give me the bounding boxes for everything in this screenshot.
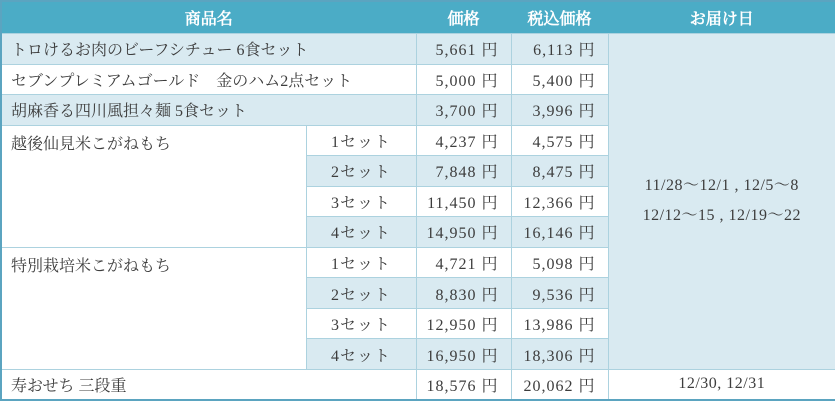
price-cell: 5,000 円 [416, 64, 511, 95]
price-cell: 4,721 円 [416, 247, 511, 278]
set-size-cell: 2セット [306, 156, 416, 187]
tax-price-cell: 12,366 円 [511, 186, 608, 217]
price-cell: 7,848 円 [416, 156, 511, 187]
tax-price-cell: 16,146 円 [511, 217, 608, 248]
set-size-cell: 4セット [306, 217, 416, 248]
column-header-tax-price: 税込価格 [511, 1, 608, 34]
tax-price-cell: 6,113 円 [511, 34, 608, 65]
set-size-cell: 2セット [306, 278, 416, 309]
price-cell: 11,450 円 [416, 186, 511, 217]
product-name-cell: 越後仙見米こがねもち [1, 125, 306, 247]
tax-price-cell: 3,996 円 [511, 95, 608, 126]
delivery-date-cell: 12/30, 12/31 [608, 369, 835, 400]
price-cell: 12,950 円 [416, 308, 511, 339]
tax-price-cell: 13,986 円 [511, 308, 608, 339]
set-size-cell: 3セット [306, 308, 416, 339]
product-name-cell: セブンプレミアムゴールド 金のハム2点セット [1, 64, 416, 95]
price-cell: 4,237 円 [416, 125, 511, 156]
tax-price-cell: 9,536 円 [511, 278, 608, 309]
header-row [1, 1, 835, 34]
tax-price-cell: 5,098 円 [511, 247, 608, 278]
delivery-window-line2: 12/12〜15 , 12/19〜22 [642, 207, 801, 225]
column-header-product: 商品名 [1, 1, 416, 34]
product-name-cell: 特別栽培米こがねもち [1, 247, 306, 369]
product-name-cell: 寿おせち 三段重 [1, 369, 416, 400]
set-size-cell: 4セット [306, 339, 416, 370]
tax-price-cell: 5,400 円 [511, 64, 608, 95]
price-cell: 3,700 円 [416, 95, 511, 126]
product-name-cell: 胡麻香る四川風担々麺 5食セット [1, 95, 416, 126]
tax-price-cell: 8,475 円 [511, 156, 608, 187]
delivery-window-cell [608, 34, 835, 370]
price-cell: 18,576 円 [416, 369, 511, 400]
tax-price-cell: 20,062 円 [511, 369, 608, 400]
price-cell: 14,950 円 [416, 217, 511, 248]
column-header-delivery: お届け日 [608, 1, 835, 34]
table-row [1, 369, 835, 400]
price-cell: 16,950 円 [416, 339, 511, 370]
tax-price-cell: 4,575 円 [511, 125, 608, 156]
set-size-cell: 3セット [306, 186, 416, 217]
set-size-cell: 1セット [306, 247, 416, 278]
price-cell: 5,661 円 [416, 34, 511, 65]
delivery-window-line1: 11/28〜12/1 , 12/5〜8 [644, 177, 799, 195]
tax-price-cell: 18,306 円 [511, 339, 608, 370]
table-row [1, 34, 835, 65]
product-name-cell: トロけるお肉のビーフシチュー 6食セット [1, 34, 416, 65]
set-size-cell: 1セット [306, 125, 416, 156]
price-cell: 8,830 円 [416, 278, 511, 309]
column-header-price: 価格 [416, 1, 511, 34]
